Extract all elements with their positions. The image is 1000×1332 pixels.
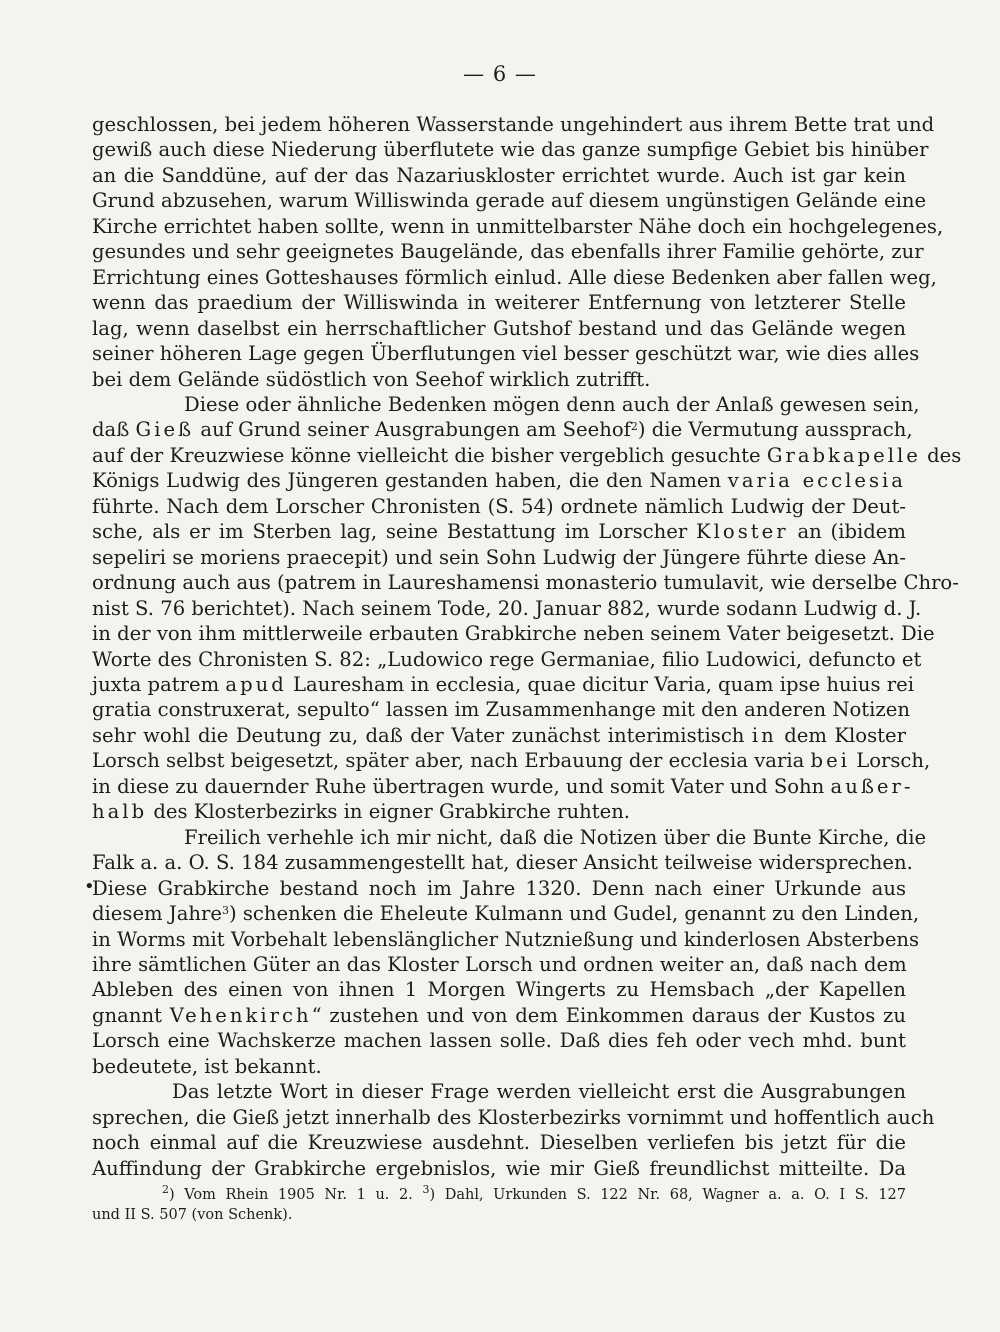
text-line: in der von ihm mittlerweile erbauten Grabkirche neben seinem Vater beigesetzt. Die (92, 622, 935, 646)
text-fragment: Königs Ludwig des Jüngeren gestanden haben, die den Namen (92, 469, 722, 493)
text-fragment: auf Grund seiner Ausgrabungen am Seehof (200, 418, 631, 442)
spaced-word-bei: bei (810, 749, 850, 773)
text-line (92, 1003, 906, 1028)
text-line (92, 417, 913, 442)
footnote-marker-3: 3 (422, 1183, 430, 1196)
text-line: bei dem Gelände südöstlich von Seehof wirklich zutrifft. (92, 367, 651, 391)
spaced-word-ausser: außer- (830, 774, 914, 798)
text-line (92, 799, 906, 824)
spaced-words-varia-ecclesia: varia ecclesia (727, 469, 906, 493)
text-fragment: daß (92, 418, 130, 442)
text-line: Grund abzusehen, warum Williswinda gerade auf diesem ungünstigen Gelände eine (92, 189, 927, 213)
footnote-marker-2: 2 (162, 1183, 169, 1196)
text-line: ordnung auch aus (patrem in Laureshamensi monasterio tumulavit, wie derselbe Chro- (92, 571, 959, 595)
text-fragment: in diese zu dauernder Ruhe übertragen wurde, und somit Vater und Sohn (92, 774, 825, 798)
text-line: wenn das praedium der Williswinda in weiterer Entfernung von letzterer Stelle (92, 291, 906, 315)
body-text (92, 112, 962, 1181)
text-line (92, 468, 906, 493)
spaced-word-kloster: Kloster (696, 520, 789, 544)
text-fragment: an (ibidem (797, 520, 906, 544)
text-line: gratia construxerat, sepulto“ lassen im Zusammenhange mit den anderen Notizen (92, 698, 910, 722)
footnote-ref-3: 3 (221, 904, 229, 918)
text-line: Kirche errichtet haben sollte, wenn in unmittelbarster Nähe doch ein hochgelegenes, (92, 214, 944, 238)
spaced-word-apud: apud (225, 672, 287, 696)
text-line: Das letzte Wort in dieser Frage werden vielleicht erst die Ausgrabungen (172, 1080, 906, 1104)
text-line: geschlossen, bei jedem höheren Wasserstande ungehindert aus ihrem Bette trat und (92, 113, 935, 136)
text-line: Freilich verhehle ich mir nicht, daß die Notizen über die Bunte Kirche, die (184, 825, 927, 849)
text-line: in Worms mit Vorbehalt lebenslänglicher Nutznießung und kinderlosen Absterbens (92, 927, 920, 951)
text-fragment: sche, als er im Sterben lag, seine Bestattung im Lorscher (92, 520, 688, 544)
text-line: Auffindung der Grabkirche ergebnislos, wie mir Gieß freundlichst mitteilte. Da (92, 1156, 906, 1180)
footnote-ref-2: 2 (630, 420, 638, 434)
footnote-line (92, 1185, 906, 1205)
footnotes (92, 1185, 906, 1225)
spaced-word-vehenkirch: Vehenkirch (169, 1003, 312, 1027)
text-line: sprechen, die Gieß jetzt innerhalb des Klosterbezirks vornimmt und hoffentlich auch (92, 1105, 935, 1129)
text-line: Worte des Chronisten S. 82: „Ludowico rege Germaniae, filio Ludowici, defuncto et (92, 647, 922, 671)
text-fragment: auf der Kreuzwiese könne vielleicht die bisher vergeblich gesuchte (92, 443, 761, 467)
spaced-word-in: in (751, 723, 777, 747)
text-fragment: diesem Jahre (92, 902, 222, 926)
text-line: Ableben des einen von ihnen 1 Morgen Wingerts zu Hemsbach „der Kapellen (92, 978, 906, 1002)
footnote-2-text: ) Vom Rhein 1905 Nr. 1 u. 2. (169, 1187, 413, 1203)
text-fragment: gnannt (92, 1003, 162, 1027)
text-line: führte. Nach dem Lorscher Chronisten (S. 54) ordnete nämlich Ludwig der Deut- (92, 494, 906, 518)
text-fragment: “ zustehen und von dem Einkommen daraus der Kustos zu (311, 1003, 906, 1027)
text-line: sepeliri se moriens praecepit) und sein Sohn Ludwig der Jüngere führte diese An- (92, 545, 906, 569)
text-line: ihre sämtlichen Güter an das Kloster Lorsch und ordnen weiter an, daß nach dem (92, 952, 907, 976)
text-fragment: ) schenken die Eheleute Kulmann und Gudel, genannt zu den Linden, (228, 902, 920, 926)
text-line: bedeutete, ist bekannt. (92, 1054, 322, 1078)
text-fragment: Lorsch selbst beigesetzt, später aber, nach Erbauung der ecclesia varia (92, 749, 805, 773)
spaced-word-halb: halb (92, 800, 148, 824)
text-line: nist S. 76 berichtet). Nach seinem Tode, 20. Januar 882, wurde sodann Ludwig d. J. (92, 596, 922, 620)
text-line: lag, wenn daselbst ein herrschaftlicher Gutshof bestand und das Gelände wegen (92, 316, 906, 340)
text-line: noch einmal auf die Kreuzwiese ausdehnt. Dieselben verliefen bis jetzt für die (92, 1131, 906, 1155)
footnote-3-text: ) Dahl, Urkunden S. 122 Nr. 68, Wagner a. a. O. I S. 127 (429, 1187, 906, 1203)
text-line: Diese Grabkirche bestand noch im Jahre 1320. Denn nach einer Urkunde aus (92, 876, 906, 900)
text-fragment: Lorsch, (856, 749, 931, 773)
text-line: seiner höheren Lage gegen Überflutungen viel besser geschützt war, wie dies alles (92, 342, 920, 366)
text-fragment: Lauresham in ecclesia, quae dicitur Varia, quam ipse huius rei (293, 672, 915, 696)
footnote-continuation: und II S. 507 (von Schenk). (92, 1207, 293, 1223)
text-line (92, 901, 920, 926)
text-line: Falk a. a. O. S. 184 zusammengestellt hat, dieser Ansicht teilweise widersprechen. (92, 851, 913, 875)
text-fragment: juxta patrem (92, 672, 220, 696)
spaced-word-grabkapelle: Grabkapelle (766, 443, 921, 467)
text-fragment: dem Kloster (784, 723, 906, 747)
text-fragment: ) die Vermutung aussprach, (637, 418, 913, 442)
text-line (92, 748, 931, 773)
text-fragment: sehr wohl die Deutung zu, daß der Vater zunächst interimistisch (92, 723, 745, 747)
text-line (92, 723, 906, 748)
text-line (92, 443, 962, 468)
text-fragment: des (927, 443, 962, 467)
text-line: Diese oder ähnliche Bedenken mögen denn auch der Anlaß gewesen sein, (184, 392, 920, 416)
margin-mark: • (84, 876, 95, 897)
text-line (92, 519, 906, 544)
text-line: Lorsch eine Wachskerze machen lassen solle. Daß dies feh oder vech mhd. bunt (92, 1029, 906, 1053)
text-fragment: des Klosterbezirks in eigner Grabkirche ruhten. (153, 800, 631, 824)
text-line (92, 672, 915, 697)
text-line: an die Sanddüne, auf der das Nazariuskloster errichtet wurde. Auch ist gar kein (92, 163, 906, 187)
page-number: — 6 — (463, 62, 537, 86)
text-line: gesundes und sehr geeignetes Baugelände, das ebenfalls ihrer Familie gehörte, zur (92, 240, 924, 264)
text-line: gewiß auch diese Niederung überflutete wie das ganze sumpfige Gebiet bis hinüber (92, 138, 929, 162)
text-line: Errichtung eines Gotteshauses förmlich einlud. Alle diese Bedenken aber fallen weg, (92, 265, 937, 289)
text-line (92, 774, 914, 799)
spaced-name-giess: Gieß (135, 418, 195, 442)
